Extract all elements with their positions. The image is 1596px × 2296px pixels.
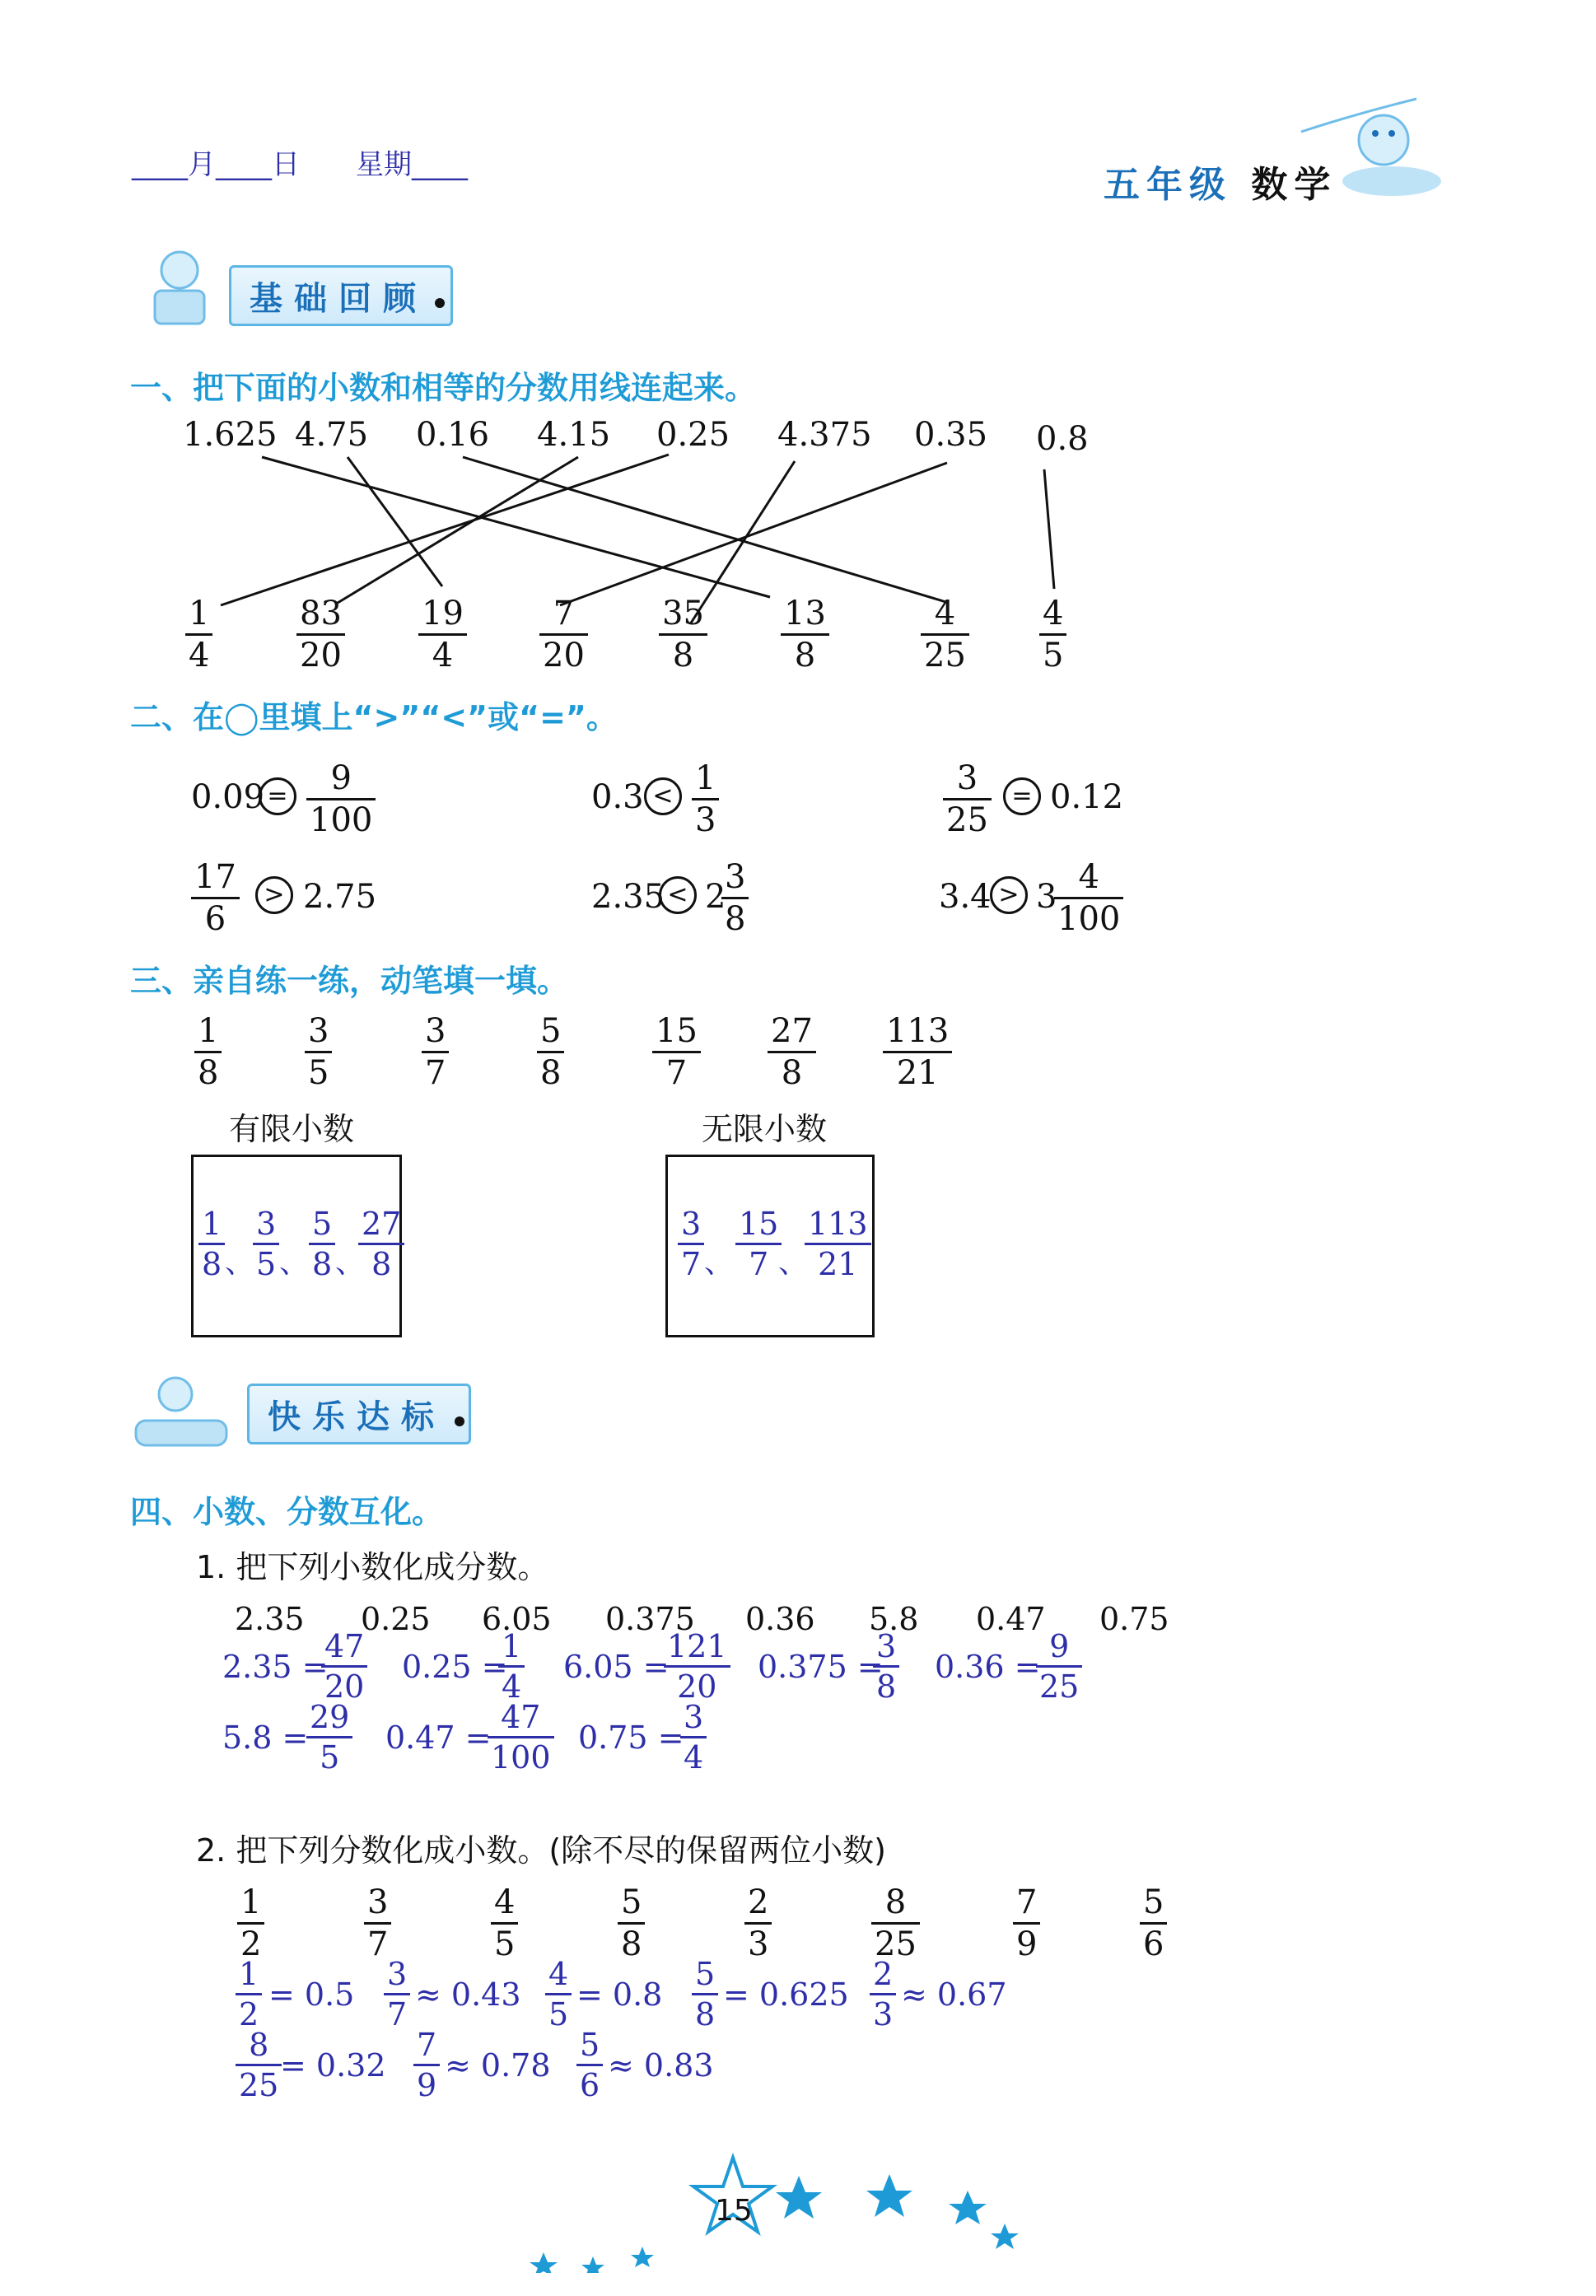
- q2-left-value: 3.4: [939, 878, 992, 916]
- q1-fraction: 7 20: [539, 597, 588, 672]
- q4-answer-fraction: 3 4: [680, 1701, 707, 1773]
- q4-answer-decimal: 0.75 =: [578, 1720, 684, 1756]
- separator: 、: [279, 1246, 310, 1280]
- finite-answer-fraction: 5 8: [309, 1208, 335, 1280]
- section-banner-basic-review: 基础回顾: [229, 265, 453, 326]
- q4-sub2-answer-fraction: 2 3: [870, 1958, 896, 2030]
- q4-sub2-answer-value: ≈ 0.43: [415, 1976, 521, 2013]
- grade-label: 五年级: [1104, 164, 1232, 206]
- q4-title: 四、小数、分数互化。: [130, 1494, 444, 1530]
- q4-decimal: 0.375: [605, 1601, 695, 1637]
- q4-sub2-fraction: 5 6: [1140, 1886, 1167, 1961]
- q2-right-value: 0.12: [1050, 778, 1124, 816]
- q2-left-fraction: 3 25: [943, 762, 992, 837]
- q4-answer-fraction: 29 5: [306, 1701, 352, 1773]
- separator: 、: [225, 1246, 255, 1280]
- boy-with-telescope-icon: [128, 1371, 243, 1462]
- q4-answer-fraction: 47 100: [488, 1701, 554, 1773]
- q4-sub2-fraction: 4 5: [491, 1886, 518, 1961]
- q4-answer-fraction: 121 20: [664, 1631, 730, 1702]
- q4-sub2-answer-fraction: 8 25: [236, 2029, 282, 2101]
- subject-label: 数学: [1251, 164, 1337, 206]
- q3-fraction: 27 8: [768, 1015, 816, 1090]
- q1-fraction: 4 25: [921, 597, 969, 672]
- q2-right-fraction: 1 3: [692, 762, 719, 837]
- finite-answer-fraction: 1 8: [198, 1208, 225, 1280]
- q1-decimal: 4.375: [777, 416, 872, 454]
- q3-fraction: 1 8: [194, 1015, 222, 1090]
- link-0.25: [221, 455, 669, 605]
- q2-mixed-fraction: 3 8: [721, 861, 749, 936]
- infinite-answer-fraction: 15 7: [735, 1208, 782, 1280]
- compare-circle[interactable]: >: [255, 876, 293, 914]
- q4-answer-decimal: 0.47 =: [385, 1720, 492, 1756]
- date-line: ____月____日 星期____: [132, 148, 468, 181]
- q2-left-value: 0.09: [191, 778, 265, 816]
- infinite-decimal-box: [665, 1155, 875, 1337]
- q4-answer-decimal: 0.36 =: [935, 1649, 1041, 1685]
- q3-fraction: 113 21: [883, 1015, 952, 1090]
- separator: 、: [704, 1246, 735, 1280]
- q4-sub2-fraction: 2 3: [744, 1886, 772, 1961]
- q4-answer-decimal: 0.375 =: [758, 1649, 884, 1685]
- q4-answer-decimal: 6.05 =: [563, 1649, 670, 1685]
- infinite-decimal-label: 无限小数: [702, 1111, 828, 1147]
- q4-sub2-fraction: 3 7: [364, 1886, 391, 1961]
- q4-answer-fraction: 9 25: [1036, 1631, 1082, 1702]
- q2-right-fraction: 9 100: [306, 762, 376, 837]
- q4-decimal: 5.8: [869, 1601, 919, 1637]
- q3-fraction: 3 5: [305, 1015, 332, 1090]
- q4-sub2-answer-value: = 0.8: [576, 1976, 663, 2013]
- q1-decimal: 4.75: [295, 416, 369, 454]
- q1-fraction: 35 8: [659, 597, 707, 672]
- banner-dot: [455, 1416, 464, 1426]
- section-banner-happy-standard: 快乐达标: [247, 1384, 471, 1444]
- q4-sub2-answer-value: ≈ 0.83: [608, 2047, 714, 2084]
- q4-sub2-title: 2. 把下列分数化成小数。(除不尽的保留两位小数): [196, 1832, 886, 1869]
- q4-sub2-fraction: 7 9: [1013, 1886, 1040, 1961]
- compare-circle[interactable]: <: [644, 777, 682, 815]
- q4-decimal: 2.35: [235, 1601, 305, 1637]
- compare-circle[interactable]: >: [990, 876, 1028, 914]
- q4-answer-decimal: 5.8 =: [222, 1720, 309, 1756]
- q4-sub2-answer-fraction: 5 6: [576, 2029, 603, 2101]
- q1-fraction: 19 4: [418, 597, 467, 672]
- q2-mixed-fraction: 4 100: [1054, 861, 1123, 936]
- boy-reading-icon: [130, 245, 229, 336]
- page-number: 15: [715, 2194, 753, 2228]
- q4-decimal: 0.47: [976, 1601, 1046, 1637]
- q1-decimal: 0.35: [914, 416, 988, 454]
- infinite-answer-fraction: 113 21: [805, 1208, 871, 1280]
- q3-title: 三、亲自练一练，动笔填一填。: [130, 963, 569, 999]
- q1-decimal: 0.16: [416, 416, 490, 454]
- q2-title: 二、在◯里填上“>”“<”或“=”。: [130, 699, 618, 735]
- q4-sub2-answer-fraction: 7 9: [413, 2029, 440, 2101]
- q4-decimal: 0.75: [1099, 1601, 1169, 1637]
- moon-bunny-icon: [1268, 82, 1449, 206]
- q4-decimal: 6.05: [482, 1601, 552, 1637]
- link-0.8: [1044, 469, 1054, 589]
- finite-decimal-label: 有限小数: [229, 1111, 355, 1147]
- q4-sub2-answer-value: = 0.5: [268, 1976, 355, 2013]
- separator: 、: [335, 1246, 366, 1280]
- link-0.16: [463, 457, 949, 603]
- link-4.15: [338, 457, 578, 603]
- q4-sub2-fraction: 8 25: [871, 1886, 920, 1961]
- q4-answer-fraction: 47 20: [321, 1631, 367, 1702]
- q4-sub2-answer-value: = 0.32: [280, 2047, 386, 2084]
- q1-fraction: 4 5: [1039, 597, 1066, 672]
- q4-sub1-title: 1. 把下列小数化成分数。: [196, 1549, 549, 1585]
- q1-fraction: 1 4: [185, 597, 212, 672]
- compare-circle[interactable]: <: [659, 876, 697, 914]
- compare-circle[interactable]: =: [1003, 777, 1041, 815]
- finite-answer-fraction: 27 8: [358, 1208, 404, 1280]
- q4-answer-fraction: 1 4: [498, 1631, 525, 1702]
- q4-sub2-answer-fraction: 3 7: [384, 1958, 410, 2030]
- q4-sub2-fraction: 1 2: [237, 1886, 264, 1961]
- q3-fraction: 15 7: [652, 1015, 701, 1090]
- q4-answer-fraction: 3 8: [873, 1631, 899, 1702]
- q4-sub2-answer-value: = 0.625: [723, 1976, 849, 2013]
- q1-title: 一、把下面的小数和相等的分数用线连起来。: [130, 370, 757, 406]
- q4-decimal: 0.25: [361, 1601, 431, 1637]
- q1-decimal: 1.625: [183, 416, 278, 454]
- q1-decimal: 0.8: [1036, 420, 1089, 458]
- infinite-answer-fraction: 3 7: [678, 1208, 704, 1280]
- q4-sub2-answer-value: ≈ 0.78: [445, 2047, 551, 2084]
- q3-fraction: 5 8: [537, 1015, 564, 1090]
- star-decoration-icon: [511, 2141, 1021, 2273]
- q2-left-fraction: 17 6: [191, 861, 240, 936]
- q2-mixed-whole: 2: [705, 878, 726, 916]
- q1-fraction: 13 8: [781, 597, 829, 672]
- q2-right-value: 2.75: [303, 878, 377, 916]
- q4-answer-decimal: 0.25 =: [402, 1649, 508, 1685]
- q2-mixed-whole: 3: [1036, 878, 1057, 916]
- q4-answer-decimal: 2.35 =: [222, 1649, 329, 1685]
- q4-sub2-answer-fraction: 5 8: [692, 1958, 718, 2030]
- separator: 、: [778, 1246, 809, 1280]
- finite-answer-fraction: 3 5: [253, 1208, 279, 1280]
- q4-decimal: 0.36: [745, 1601, 815, 1637]
- q1-decimal: 4.15: [537, 416, 611, 454]
- q2-left-value: 2.35: [591, 878, 665, 916]
- q2-left-value: 0.3: [591, 778, 644, 816]
- q1-decimal: 0.25: [656, 416, 730, 454]
- q3-fraction: 3 7: [422, 1015, 449, 1090]
- banner-dot: [435, 298, 445, 308]
- q4-sub2-answer-fraction: 4 5: [545, 1958, 572, 2030]
- q4-sub2-answer-value: ≈ 0.67: [901, 1976, 1007, 2013]
- finite-decimal-box: [191, 1155, 402, 1337]
- q4-sub2-answer-fraction: 1 2: [236, 1958, 262, 2030]
- q1-fraction: 83 20: [296, 597, 345, 672]
- q4-sub2-fraction: 5 8: [618, 1886, 645, 1961]
- compare-circle[interactable]: =: [259, 777, 296, 815]
